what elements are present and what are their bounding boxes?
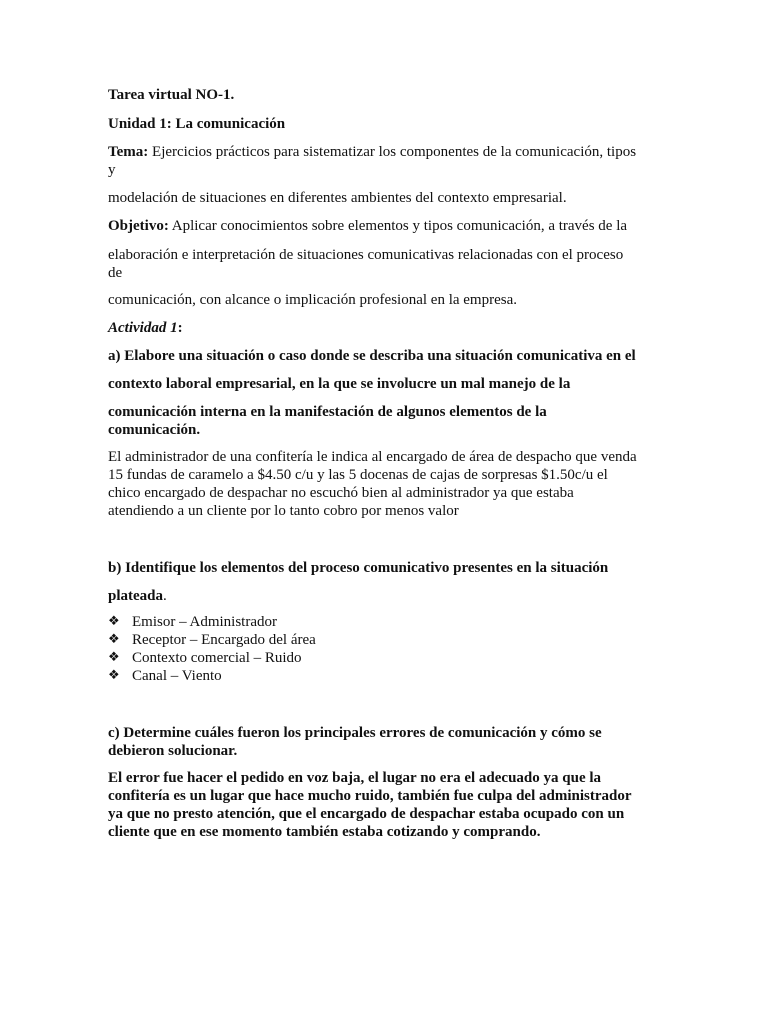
objetivo-cont: [108, 246, 660, 282]
question-b-word: plateada: [108, 588, 164, 604]
list-item-label: Receptor – Encargado del área: [132, 632, 316, 648]
answer-c-line-3: ya que no presto atención, que el encargado de despachar estaba ocupado con un: [108, 806, 625, 822]
list-item: [108, 649, 660, 667]
question-b-period: .: [163, 588, 167, 604]
list-item-label: Contexto comercial – Ruido: [132, 650, 302, 666]
answer-c-line-1: El error fue hacer el pedido en voz baja, el lugar no era el adecuado ya que la: [108, 770, 602, 786]
list-item: [108, 667, 660, 685]
question-c-line-2: debieron solucionar.: [108, 743, 238, 759]
answer-c-line-2: confitería es un lugar que hace mucho ruido, también fue culpa del administrador: [108, 788, 632, 804]
list-item: [108, 631, 660, 649]
answer-a-line-1: El administrador de una confitería le indica al encargado de área de despacho que venda: [108, 449, 637, 465]
tema-label: Tema:: [108, 144, 149, 160]
tema-text-line: modelación de situaciones en diferentes ambientes del contexto empresarial.: [108, 190, 567, 206]
tema-text-cont: y: [108, 162, 116, 178]
question-a-cont: [108, 403, 660, 439]
list-item-label: Canal – Viento: [132, 668, 222, 684]
objetivo-line: [108, 217, 660, 235]
question-a-line-2: contexto laboral empresarial, en la que se involucre un mal manejo de la: [108, 376, 571, 392]
elements-list: [108, 613, 660, 685]
diamond-bullet-icon: ❖: [108, 632, 120, 647]
objetivo-text: Aplicar conocimientos sobre elementos y tipos comunicación, a través de la: [168, 218, 628, 234]
diamond-bullet-icon: ❖: [108, 614, 120, 629]
objetivo-text-2: elaboración e interpretación de situaciones comunicativas relacionadas con el proceso: [108, 247, 624, 263]
question-b-line-1: b) Identifique los elementos del proceso comunicativo presentes en la situación: [108, 560, 609, 576]
answer-c: [108, 769, 660, 841]
answer-a-line-2: 15 fundas de caramelo a $4.50 c/u y las 5 docenas de cajas de sorpresas $1.50c/u el: [108, 467, 608, 483]
tema-section: [108, 143, 660, 179]
activity-label: Actividad 1: [108, 320, 178, 336]
question-a-line-1: a) Elabore una situación o caso donde se describa una situación comunicativa en el: [108, 348, 636, 364]
question-c: [108, 724, 660, 760]
diamond-bullet-icon: ❖: [108, 650, 120, 665]
document-title: Tarea virtual NO-1.: [108, 87, 235, 103]
tema-text: Ejercicios prácticos para sistematizar los componentes de la comunicación, tipos: [148, 144, 637, 160]
activity-colon: :: [177, 320, 183, 336]
objetivo-label: Objetivo:: [108, 218, 169, 234]
question-a-line-4: comunicación.: [108, 422, 201, 438]
answer-a-line-3: chico encargado de despachar no escuchó bien al administrador ya que estaba: [108, 485, 574, 501]
question-c-line-1: c) Determine cuáles fueron los principales errores de comunicación y cómo se: [108, 725, 602, 741]
question-a-line-3: comunicación interna en la manifestación de algunos elementos de la: [108, 404, 547, 420]
diamond-bullet-icon: ❖: [108, 668, 120, 683]
list-item-label: Emisor – Administrador: [132, 614, 277, 630]
answer-a-line-4: atendiendo a un cliente por lo tanto cobro por menos valor: [108, 503, 459, 519]
objetivo-text-3: de: [108, 265, 123, 281]
answer-c-line-4: cliente que en ese momento también estaba cotizando y comprando.: [108, 824, 541, 840]
objetivo-text-4: comunicación, con alcance o implicación profesional en la empresa.: [108, 292, 517, 308]
list-item: [108, 613, 660, 631]
answer-a: [108, 448, 660, 520]
unit-heading: Unidad 1: La comunicación: [108, 116, 286, 132]
question-b-line-2: [108, 587, 660, 605]
activity-heading: [108, 319, 660, 337]
